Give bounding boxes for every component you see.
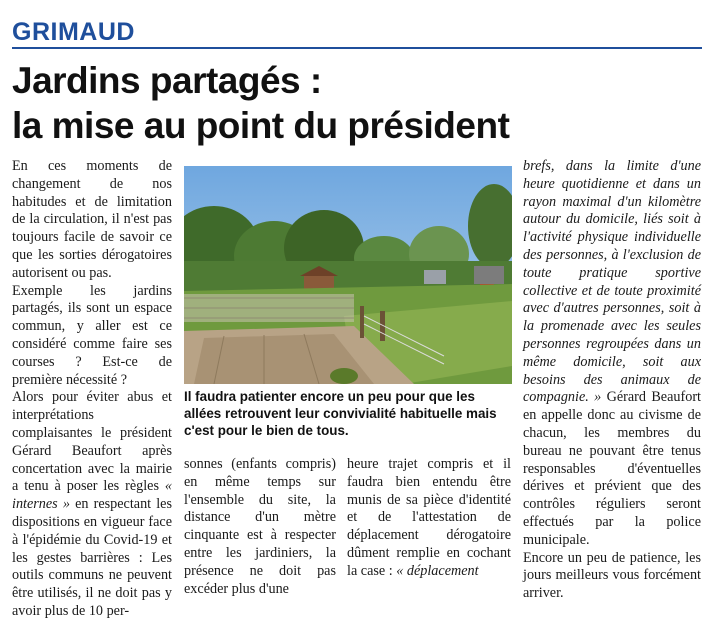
paragraph: sonnes (enfants compris) en même temps sur l'ensemble du site, la distance d'un mètre cinquante est à respecter entre les jardiniers, la présence ne doit pas excéder plus d'une <box>184 456 336 597</box>
section-label: GRIMAUD <box>12 18 135 46</box>
text-run: heure trajet compris et il faudra bien entendu être munis de sa pièce d'identité et de l'attestation de déplacement dérogatoire dûment remplie en cochant la case : <box>347 456 511 579</box>
paragraph: Exemple les jardins partagés, ils sont un espace commun, y aller est ce considéré comme faire ses courses ? Est-ce de première nécessité ? <box>12 282 172 388</box>
italic-quote: « internes » <box>12 478 172 513</box>
headline <box>12 58 702 148</box>
photo-caption: Il faudra patienter encore un peu pour que les allées retrouvent leur convivialité habituelle mais c'est pour le bien de tous. <box>184 389 497 438</box>
article-column-2 <box>184 456 336 598</box>
article-column-1 <box>12 158 172 621</box>
text-run: Alors pour éviter abus et interprétations complaisantes le président Gérard Beaufort après concertation avec la mairie a tenu à poser les règles <box>12 389 172 495</box>
section-rule <box>12 47 702 49</box>
paragraph: En ces moments de changement de nos habitudes et de limitation de la circulation, il n'est pas toujours facile de savoir ce que les sorties dérogatoires autorisent ou pas. <box>12 158 172 281</box>
text-run: en respectant les dispositions en vigueur face à l'épidémie du Covid-19 et les gestes barrières : Les outils communs ne peuvent être utilisés, il ne doit pas y avoir plus de 10 per- <box>12 496 172 619</box>
paragraph <box>347 456 511 581</box>
headline-line-2: la mise au point du président <box>12 105 510 146</box>
article-column-4 <box>523 158 701 603</box>
paragraph: Encore un peu de patience, les jours meilleurs vous forcément arriver. <box>523 549 701 602</box>
garden-photo <box>184 166 512 384</box>
article-column-3 <box>347 456 511 581</box>
text-run: Gérard Beaufort en appelle donc au civisme de chacun, les membres du bureau ne pouvant être tenus responsables d'éventuelles dérives et prévient que des contrôles réguliers seront effectués par la police municipale. <box>523 389 701 548</box>
italic-quote: « déplacement <box>396 562 479 579</box>
paragraph <box>523 158 701 550</box>
headline-line-1: Jardins partagés : <box>12 60 322 101</box>
italic-quote: brefs, dans la limite d'une heure quotidienne et dans un rayon maximal d'un kilomètre autour du domicile, liés soit à l'activité physique individuelle des personnes, à l'exclusion de toute pratique sportive collective et de toute proximité avec d'autres personnes, soit à la promenade avec les seules personnes regroupées dans un même domicile, soit aux besoins des animaux de compagnie. » <box>523 158 701 406</box>
paragraph <box>12 389 172 620</box>
